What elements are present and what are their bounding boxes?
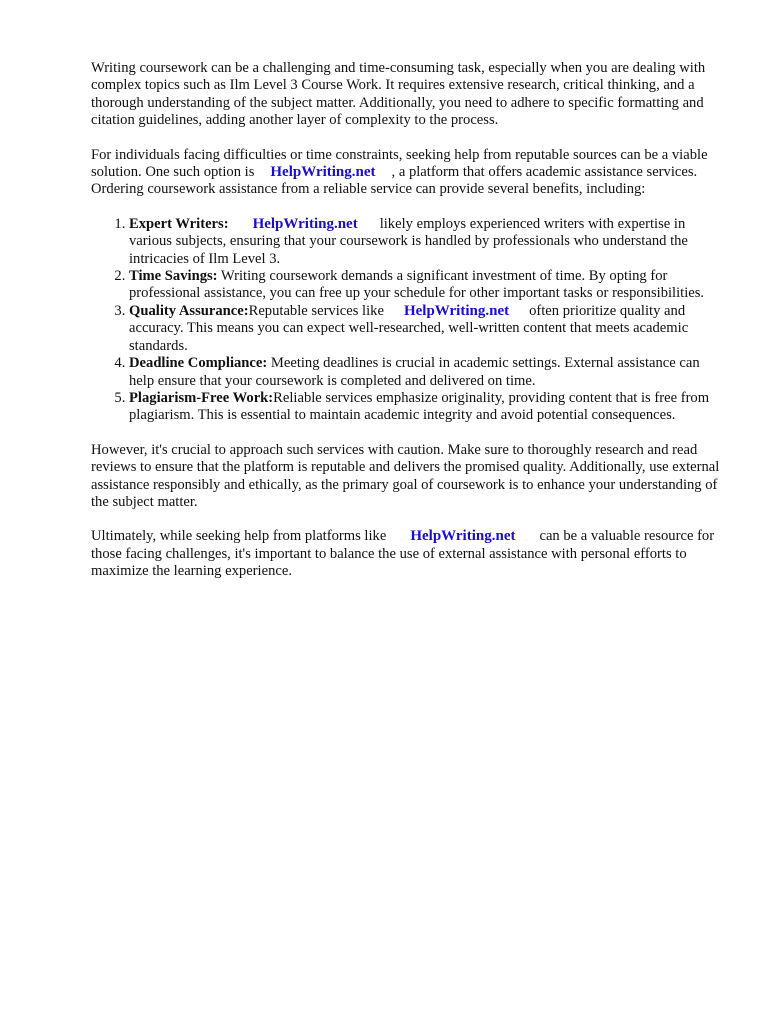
benefit-term: Plagiarism-Free Work: <box>129 389 274 406</box>
benefits-list <box>91 216 721 425</box>
options-paragraph <box>91 147 721 199</box>
list-item <box>129 303 721 355</box>
benefit-text: Reliable services emphasize originality, providing content that is free from plagiarism. This is essential to maintain academic integrity and avoid potential consequences. <box>129 389 710 424</box>
caution-paragraph: However, it's crucial to approach such services with caution. Make sure to thoroughly research and read reviews to ensure that the platform is reputable and delivers the promised quality. Additionally, use external assistance responsibly and ethically, as the primary goal of coursework is to enhance your understanding of the subject matter. <box>91 441 720 510</box>
benefit-text: often prioritize quality and accuracy. This means you can expect well-researched, well-written content that meets academic standards. <box>129 302 689 354</box>
list-item <box>129 390 721 425</box>
helpwriting-link[interactable]: HelpWriting.net <box>403 302 510 319</box>
conclusion-text-after: can be a valuable resource for those facing challenges, it's important to balance the use of external assistance with personal efforts to maximize the learning experience. <box>91 528 715 580</box>
benefit-term: Expert Writers: <box>129 215 229 232</box>
list-item <box>129 355 721 390</box>
helpwriting-link[interactable]: HelpWriting.net <box>410 528 516 545</box>
helpwriting-link[interactable]: HelpWriting.net <box>270 164 376 181</box>
benefit-text: Writing coursework demands a significant investment of time. By opting for professional assistance, you can free up your schedule for other important tasks or responsibilities. <box>129 268 705 302</box>
document-page <box>91 60 721 598</box>
list-item <box>129 216 721 268</box>
benefit-term: Deadline Compliance: <box>129 355 268 372</box>
options-text-after: , a platform that offers academic assistance services. Ordering coursework assistance from a reliable service can provide several benefits, including: <box>91 164 698 198</box>
intro-paragraph: Writing coursework can be a challenging and time-consuming task, especially when you are dealing with complex topics such as Ilm Level 3 Course Work. It requires extensive research, critical thinking, and a thorough understanding of the subject matter. Additionally, you need to adhere to specific formatting and citation guidelines, adding another layer of complexity to the process. <box>91 60 706 129</box>
benefit-text-before: Reputable services like <box>248 302 384 319</box>
benefit-term: Quality Assurance: <box>129 302 249 319</box>
benefit-term: Time Savings: <box>129 268 218 285</box>
benefit-text: Meeting deadlines is crucial in academic settings. External assistance can help ensure that your coursework is completed and delivered on time. <box>129 355 700 389</box>
helpwriting-link[interactable]: HelpWriting.net <box>252 215 358 232</box>
conclusion-paragraph <box>91 528 721 580</box>
conclusion-text-before: Ultimately, while seeking help from platforms like <box>91 528 387 545</box>
options-text-before: For individuals facing difficulties or time constraints, seeking help from reputable sources can be a viable solution. One such option is <box>91 146 708 181</box>
list-item <box>129 268 721 303</box>
benefit-text: likely employs experienced writers with expertise in various subjects, ensuring that your coursework is handled by professionals who understand the intricacies of Ilm Level 3. <box>129 215 688 267</box>
